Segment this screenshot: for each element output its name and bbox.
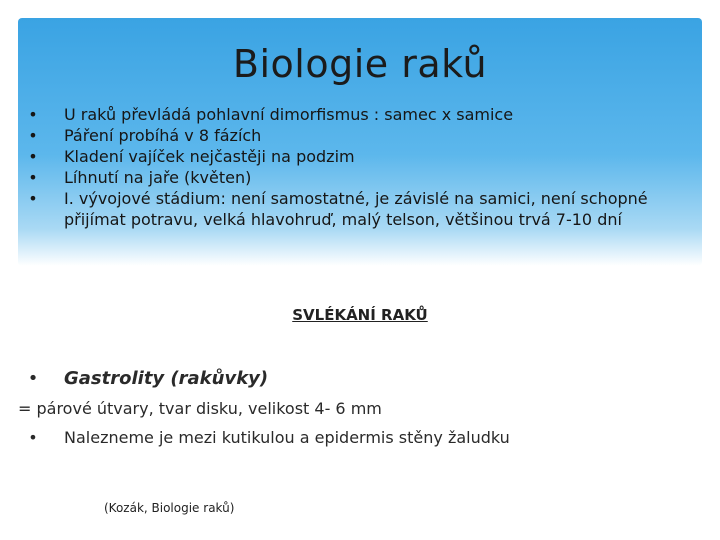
bullet-icon: • <box>27 368 39 389</box>
bullet-icon: • <box>28 428 38 447</box>
list-item <box>26 104 666 125</box>
section-heading: SVLÉKÁNÍ RAKŮ <box>292 306 428 324</box>
bullet-icon: • <box>28 147 38 166</box>
bullet-icon: • <box>28 105 38 124</box>
slide-title: Biologie raků <box>232 42 488 86</box>
list-item <box>26 167 666 188</box>
bullet-text: Líhnutí na jaře (květen) <box>64 168 252 187</box>
list-item <box>26 146 666 167</box>
bullet-text: Páření probíhá v 8 fázích <box>64 126 262 145</box>
bullet-icon: • <box>28 126 38 145</box>
bullet-icon: • <box>28 168 38 187</box>
gastrolity-location <box>26 428 510 447</box>
list-item <box>26 188 666 230</box>
bullet-text: U raků převládá pohlavní dimorfismus : samec x samice <box>64 105 514 124</box>
citation: (Kozák, Biologie raků) <box>104 501 235 515</box>
bullet-text: I. vývojové stádium: není samostatné, je závislé na samici, není schopné přijímat potravu, velká hlavohruď, malý telson, většinou trvá 7-10 dní <box>64 189 648 229</box>
location-text: Nalezneme je mezi kutikulou a epidermis stěny žaludku <box>64 428 510 447</box>
bullet-text: Kladení vajíček nejčastěji na podzim <box>64 147 355 166</box>
gastrolity-title: Gastrolity (rakůvky) <box>64 368 269 389</box>
bullet-list <box>26 104 666 230</box>
gastrolity-heading <box>26 368 268 389</box>
bullet-icon: • <box>28 189 38 208</box>
list-item <box>26 125 666 146</box>
gastrolity-definition: = párové útvary, tvar disku, velikost 4- 6 mm <box>18 399 382 418</box>
